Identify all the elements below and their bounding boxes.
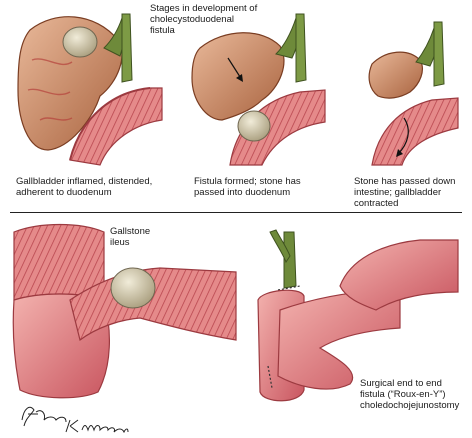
panel-1-caption-line-2: adherent to duodenum [16, 187, 112, 198]
top-title-line-1: Stages in development of [150, 3, 258, 14]
panel-2-caption-line-2: passed into duodenum [194, 187, 291, 198]
panel-5-caption-line-1: Surgical end to end [360, 378, 442, 389]
top-title-line-3: fistula [150, 25, 175, 36]
panel-3-caption-line-1: Stone has passed down [354, 176, 456, 187]
signature-marzen [66, 420, 128, 432]
panel-4-label-line-2: ileus [110, 237, 130, 248]
panel-5-caption-line-3: choledochojejunostomy [360, 400, 460, 411]
signature-netter [22, 407, 66, 426]
panel-3-caption-line-2: intestine; gallbladder [354, 187, 442, 198]
panel-2-caption-line-1: Fistula formed; stone has [194, 176, 301, 187]
panel-3-caption-line-3: contracted [354, 198, 399, 209]
panel-4-label-line-1: Gallstone [110, 226, 151, 237]
top-title-line-2: cholecystoduodenal [150, 14, 234, 25]
panel-5-caption-line-2: fistula (“Roux-en-Y”) [360, 389, 446, 400]
panel-1-caption-line-1: Gallbladder inflamed, distended, [16, 176, 153, 187]
